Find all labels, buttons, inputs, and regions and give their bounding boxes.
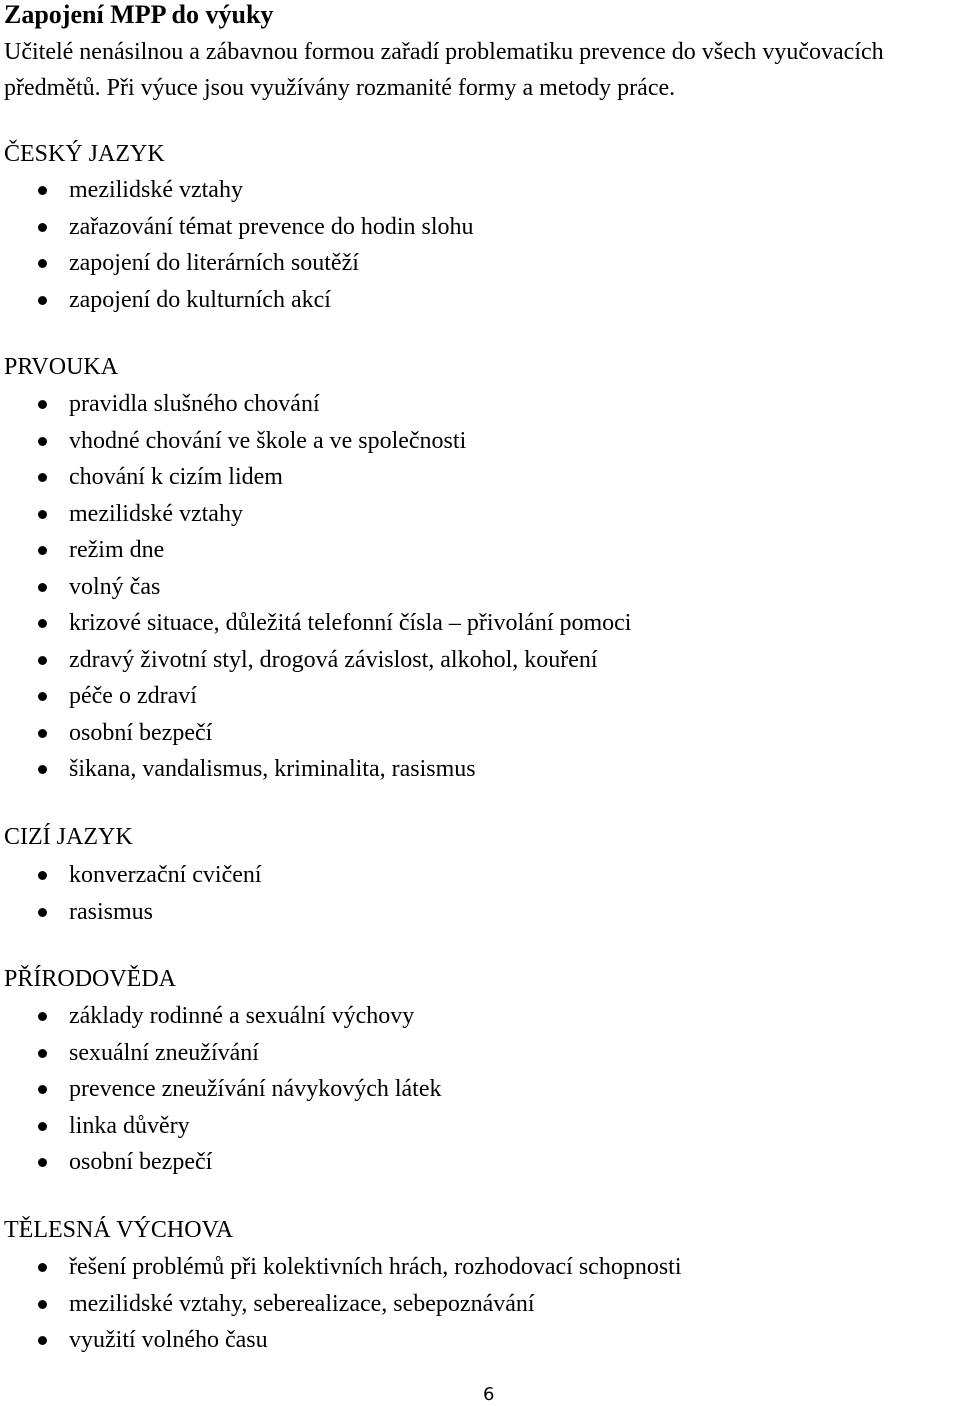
bullet-icon (38, 546, 47, 555)
section-heading-prvouka: PRVOUKA (4, 354, 119, 380)
bullet-icon (38, 1122, 47, 1131)
bullet-icon (38, 583, 47, 592)
section-heading-cizi-jazyk: CIZÍ JAZYK (4, 824, 133, 850)
section-heading-cesky-jazyk: ČESKÝ JAZYK (4, 141, 165, 167)
bullet-icon (38, 619, 47, 628)
bullet-icon (38, 656, 47, 665)
bullet-icon (38, 1336, 47, 1345)
bullet-icon (38, 223, 47, 232)
bullet-icon (38, 400, 47, 409)
bullet-icon (38, 1049, 47, 1058)
bullet-icon (38, 871, 47, 880)
bullet-icon (38, 259, 47, 268)
bullet-icon (38, 296, 47, 305)
intro-paragraph (4, 34, 960, 106)
bullet-icon (38, 1300, 47, 1309)
section-heading-telesna-vychova: TĚLESNÁ VÝCHOVA (4, 1217, 234, 1243)
intro-line-2: předmětů. Při výuce jsou využívány rozmanité formy a metody práce. (4, 75, 676, 101)
bullet-icon (38, 186, 47, 195)
section-heading-prirodoveda: PŘÍRODOVĚDA (4, 966, 177, 992)
bullet-icon (38, 729, 47, 738)
bullet-icon (38, 1085, 47, 1094)
page-number: 6 (483, 1384, 495, 1405)
bullet-icon (38, 437, 47, 446)
bullet-icon (38, 1012, 47, 1021)
bullet-icon (38, 908, 47, 917)
bullet-icon (38, 1158, 47, 1167)
bullet-icon (38, 510, 47, 519)
intro-line-1: Učitelé nenásilnou a zábavnou formou zařadí problematiku prevence do všech vyučovacích (4, 39, 884, 65)
bullet-icon (38, 473, 47, 482)
page-title: Zapojení MPP do výuky (4, 0, 274, 29)
bullet-icon (38, 1263, 47, 1272)
bullet-icon (38, 765, 47, 774)
bullet-icon (38, 692, 47, 701)
